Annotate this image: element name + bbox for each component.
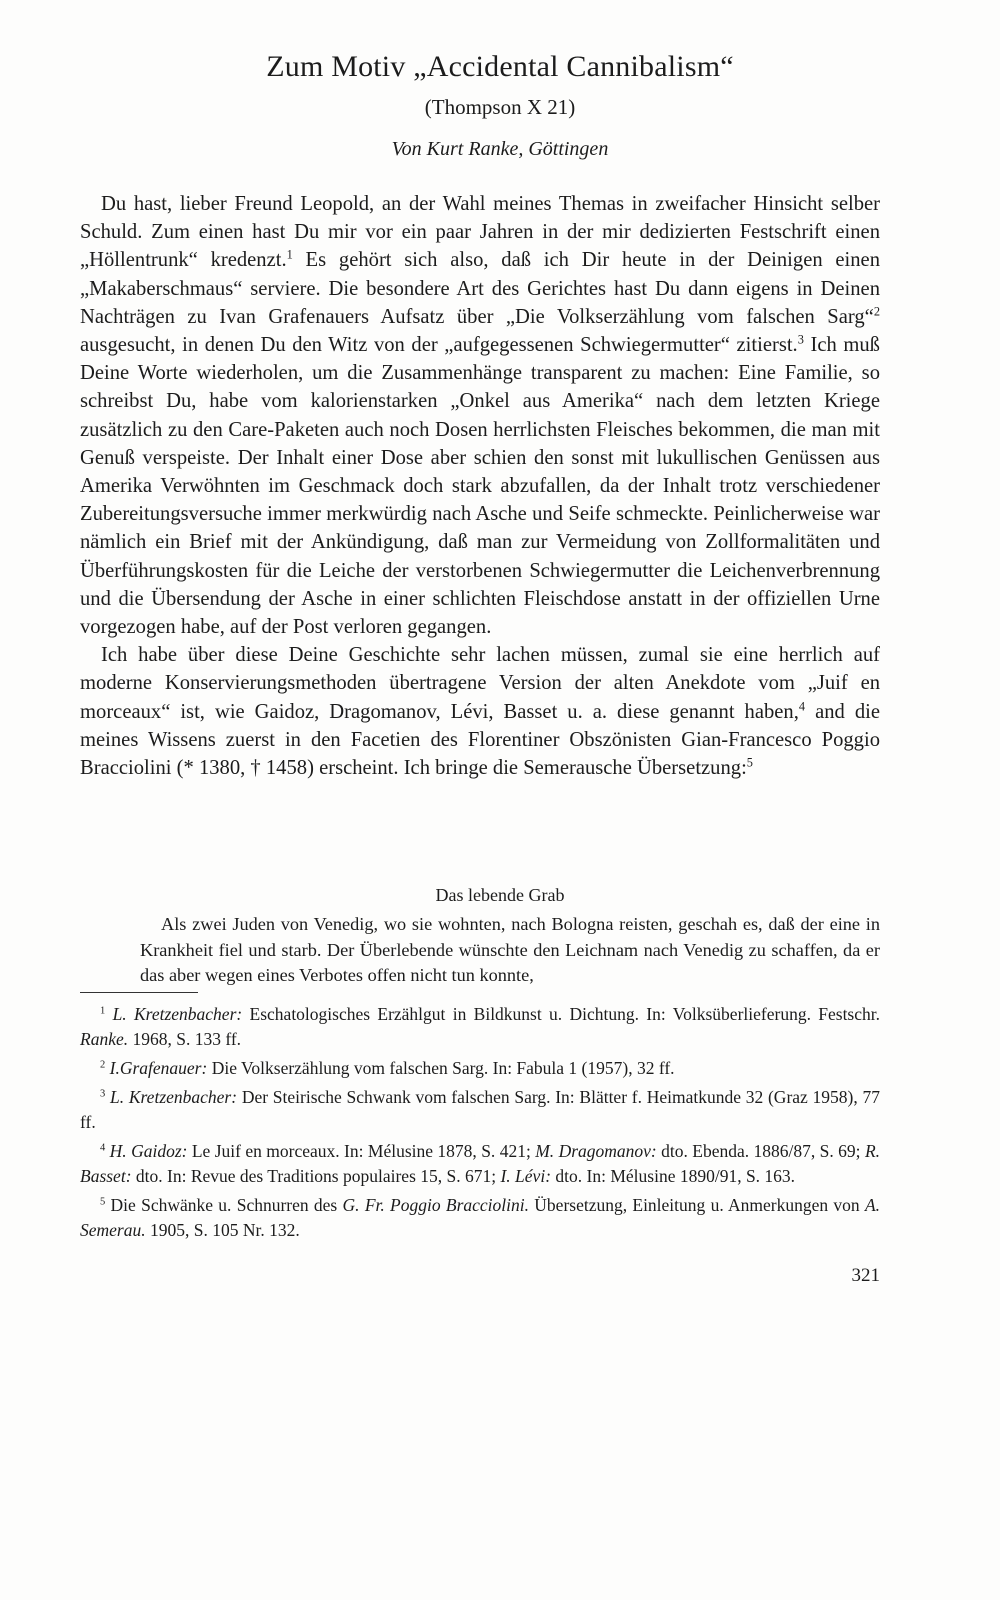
article-subtitle: (Thompson X 21)	[424, 95, 576, 119]
footnote-ref-2: 2	[873, 304, 880, 319]
p1-s3: ausgesucht, in denen Du den Witz von der „aufgegessenen Schwiegermutter“ zitierst.	[80, 334, 798, 357]
p1-s1: Du hast, lieber Freund Leopold, an der Wahl meines Themas in zweifacher Hinsicht selber Schuld. Zum einen hast Du mir vor ein paar Jahren in der mir dedizierten Festschrift einen „Höllentrunk“ kredenzt.	[80, 193, 880, 272]
paragraph-1	[80, 190, 880, 641]
footnote-number: 2	[100, 1059, 106, 1071]
footnote-number: 1	[100, 1005, 106, 1017]
footnote-text: dto. In: Revue des Traditions populaires 15, S. 671;	[131, 1166, 501, 1186]
section-heading: Das lebende Grab	[435, 885, 565, 905]
footnote-1	[80, 1002, 880, 1052]
footnote-text: 1905, S. 105 Nr. 132.	[145, 1220, 300, 1240]
footnote-text: Le Juif en morceaux. In: Mélusine 1878, S. 421;	[187, 1141, 536, 1161]
footnote-text: dto. In: Mélusine 1890/91, S. 163.	[551, 1166, 796, 1186]
footnotes	[80, 1002, 880, 1247]
quote-paragraph: Als zwei Juden von Venedig, wo sie wohnten, nach Bologna reisten, geschah es, daß der eine in Krankheit fiel und starb. Der Überlebende wünschte den Leichnam nach Venedig zu schaffen, da er das aber wegen eines Verbotes offen nicht tun konnte,	[140, 914, 880, 985]
footnote-ref-1: 1	[286, 248, 293, 262]
footnote-number: 3	[100, 1088, 106, 1100]
footnote-author: L. Kretzenbacher:	[112, 1004, 243, 1024]
footnote-ref-3: 3	[797, 332, 804, 347]
footnote-text: Eschatologisches Erzählgut in Bildkunst u. Dichtung. In: Volksüberlieferung. Festschr.	[242, 1004, 880, 1024]
footnote-text: Der Steirische Schwank vom falschen Sarg. In: Blätter f. Heimatkunde 32 (Graz 1958), 77 ff.	[80, 1087, 880, 1132]
footnote-text: Übersetzung, Einleitung u. Anmerkungen von	[529, 1195, 865, 1215]
p1-s2: Es gehört sich also, daß ich Dir heute in der Deinigen einen „Makaberschmaus“ serviere. Die besondere Art des Gerichtes hast Du dann eigens in Deinen Nachträgen zu Ivan Grafenauers Aufsatz über „Die Volkserzählung vom falschen Sarg“	[80, 249, 880, 328]
footnote-number: 5	[100, 1196, 106, 1208]
footnote-emphasis: I. Lévi:	[500, 1166, 552, 1186]
page-number: 321	[851, 1265, 880, 1286]
footnote-4	[80, 1139, 880, 1189]
paragraph-2	[80, 641, 880, 782]
p1-s4: Ich muß Deine Worte wiederholen, um die Zusammenhänge transparent zu machen: Eine Familie, so schreibst Du, habe vom kalorienstarken „Onkel aus Amerika“ nach dem letzten Kriege zusätzlich zu den Care-Paketen auch noch Dosen herrlichsten Fleisches bekommen, die man mit Genuß verspeiste. Der Inhalt einer Dose aber schien den sonst mit lukullischen Genüssen aus Amerika Verwöhnten im Geschmack doch stark abzufallen, da der Inhalt trotz verschiedener Zubereitungsversuche immer merkwürdig nach Asche und Seife schmeckte. Peinlicherweise war nämlich ein Brief mit der Ankündigung, daß man zur Vermeidung von Zollformalitäten und Überführungskosten für die Leiche der verstorbenen Schwiegermutter die Leichenverbrennung und die Übersendung der Asche in einer schlichten Fleischdose anstatt in der offiziellen Urne vorgezogen habe, auf der Post verloren gegangen.	[80, 334, 880, 639]
footnote-text: dto. Ebenda. 1886/87, S. 69;	[656, 1141, 865, 1161]
footnote-emphasis: R. Basset:	[80, 1141, 881, 1186]
author-line: Von Kurt Ranke, Göttingen	[391, 138, 609, 160]
footnote-author: I.Grafenauer:	[109, 1058, 208, 1078]
footnote-number: 4	[100, 1142, 106, 1154]
footnote-emphasis: Ranke.	[80, 1029, 129, 1049]
footnote-emphasis: G. Fr. Poggio Bracciolini.	[342, 1195, 529, 1215]
footnote-author: L. Kretzenbacher:	[110, 1087, 238, 1107]
footnote-ref-5: 5	[746, 755, 753, 770]
body-text	[80, 190, 880, 782]
footnote-3	[80, 1085, 880, 1135]
p2-s1: Ich habe über diese Deine Geschichte sehr lachen müssen, zumal sie eine herrlich auf moderne Konservierungsmethoden übertragene Version der alten Anekdote vom „Juif en morceaux“ ist, wie Gaidoz, Dragomanov, Lévi, Basset u. a. diese genannt haben,	[80, 644, 880, 723]
footnote-text: 1968, S. 133 ff.	[128, 1029, 242, 1049]
footnote-2	[80, 1056, 880, 1081]
footnote-emphasis: M. Dragomanov:	[535, 1141, 657, 1161]
article-title: Zum Motiv „Accidental Cannibalism“	[266, 50, 734, 83]
footnote-text: Die Volkserzählung vom falschen Sarg. In: Fabula 1 (1957), 32 ff.	[207, 1058, 675, 1078]
footnote-emphasis: A. Semerau.	[80, 1195, 881, 1240]
footnote-author: H. Gaidoz:	[109, 1141, 188, 1161]
footnote-text: Die Schwänke u. Schnurren des	[110, 1195, 343, 1215]
quoted-translation	[140, 912, 880, 989]
footnote-ref-4: 4	[798, 699, 806, 714]
footnote-divider	[80, 992, 198, 993]
p2-s2: and die meines Wissens zuerst in den Facetien des Florentiner Obszönisten Gian-Francesco Poggio Bracciolini (* 1380, † 1458) erscheint. Ich bringe die Semerausche Übersetzung:	[80, 700, 880, 780]
footnote-5	[80, 1193, 880, 1243]
